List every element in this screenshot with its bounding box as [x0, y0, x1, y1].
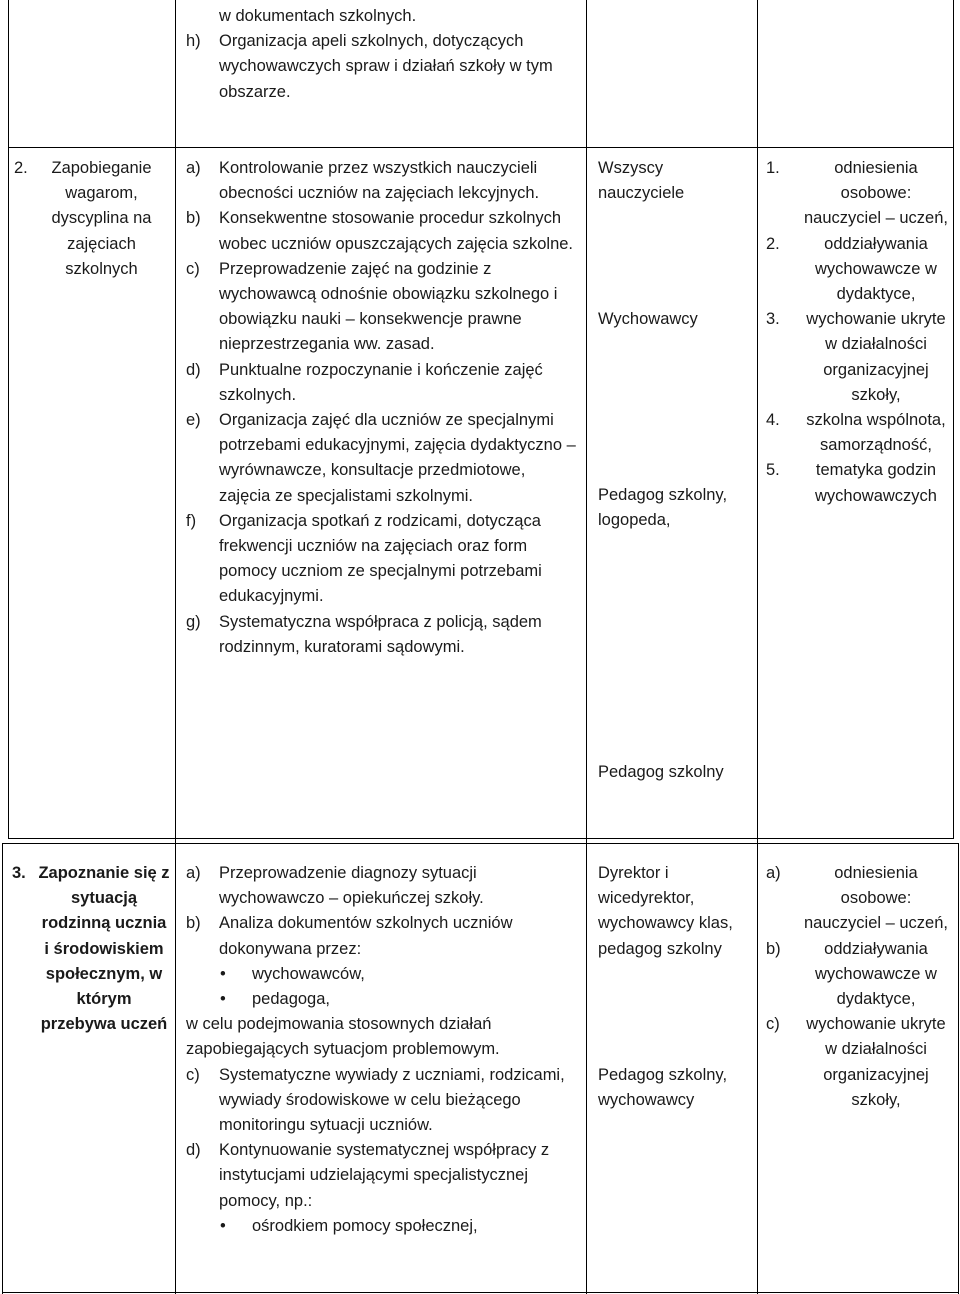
task-item	[186, 610, 578, 660]
area-label: 1.	[766, 159, 780, 177]
bullet-item	[186, 962, 578, 987]
top-row-tasks	[186, 4, 576, 105]
task-item	[186, 1063, 578, 1139]
area-item	[766, 307, 950, 408]
task-text: Analiza dokumentów szkolnych uczniów dokonywana przez:	[219, 914, 513, 958]
task-text: Systematyczna współpraca z policją, sądem rodzinnym, kuratorami sądowymi.	[219, 612, 542, 656]
row2-title: Zapobieganie wagarom, dyscyplina na zajęciach szkolnych	[51, 159, 152, 278]
area-text: tematyka godzin wychowawczych	[815, 461, 937, 505]
area-item	[766, 458, 950, 508]
area-text: szkolna wspólnota, samorządność,	[806, 411, 946, 455]
bullet-item	[186, 1214, 578, 1239]
bullet-icon: •	[220, 990, 226, 1009]
task-item	[186, 257, 578, 358]
task-label: b)	[186, 209, 201, 228]
task-label: c)	[186, 259, 200, 278]
task-text: Przeprowadzenie diagnozy sytuacji wychowawczo – opiekuńczej szkoły.	[219, 864, 484, 908]
area-label: 3.	[766, 310, 780, 329]
task-text: Organizacja spotkań z rodzicami, dotycząca frekwencji uczniów na zajęciach oraz form pomocy uczniom ze specjalnymi potrzebami edukacyjnymi.	[219, 511, 542, 606]
bullet-text: pedagoga,	[252, 990, 330, 1009]
area-item	[766, 1012, 950, 1113]
area-text: odniesienia osobowe: nauczyciel – uczeń,	[804, 159, 948, 228]
area-text: wychowanie ukryte w działalności organizacyjnej szkoły,	[806, 310, 946, 404]
responsible-entry: Pedagog szkolny, logopeda,	[598, 486, 728, 530]
task-label: f)	[186, 511, 197, 530]
task-label: c)	[186, 1065, 200, 1084]
area-text: oddziaływania wychowawcze w dydaktyce,	[815, 939, 937, 1009]
task-label: b)	[186, 914, 201, 933]
task-item	[186, 509, 578, 610]
row3-title: Zapoznanie się z sytuacją rodzinną ucznia i środowiskiem społecznym, w którym przebywa uczeń	[38, 864, 170, 1034]
task-item	[186, 1138, 578, 1214]
area-label: 2.	[766, 234, 780, 253]
table-bottom	[2, 1292, 959, 1293]
table-border-left-col1	[8, 0, 9, 838]
row-divider-1	[8, 147, 954, 148]
area-item	[766, 937, 950, 1013]
table-border-left-row3	[2, 843, 3, 1294]
row2-number: 2.	[14, 159, 28, 177]
table-border-right	[953, 0, 954, 838]
task-label: e)	[186, 411, 201, 430]
task-label: h)	[186, 32, 201, 51]
row2-areas	[766, 156, 950, 509]
responsible-entry: Wychowawcy	[598, 310, 698, 328]
task-text: Przeprowadzenie zajęć na godzinie z wychowawcą odnośnie obowiązku szkolnego i obowiązku nauki – konsekwencje prawne nieprzestrzegania ww. zasad.	[219, 259, 558, 354]
bullet-icon: •	[220, 964, 226, 983]
task-text: Konsekwentne stosowanie procedur szkolnych wobec uczniów opuszczających zajęcia szkolne.	[219, 209, 574, 253]
row2-goal	[14, 156, 169, 282]
task-label: d)	[186, 360, 201, 379]
table-border-right-row3	[958, 843, 959, 1294]
area-item	[766, 408, 950, 458]
task-item	[186, 408, 578, 509]
row3-areas	[766, 861, 950, 1113]
row3-tasks	[186, 861, 578, 1239]
area-label: a)	[766, 864, 781, 882]
continuation-line: w dokumentach szkolnych.	[219, 7, 417, 25]
area-label: c)	[766, 1015, 780, 1034]
row-divider-2a	[8, 838, 954, 839]
area-label: b)	[766, 939, 781, 958]
area-text: wychowanie ukryte w działalności organizacyjnej szkoły,	[806, 1015, 946, 1109]
task-item-h	[186, 29, 576, 105]
area-item	[766, 156, 950, 232]
task-text: Punktualne rozpoczynanie i kończenie zajęć szkolnych.	[219, 360, 543, 404]
col-divider-1	[175, 0, 176, 1294]
area-item	[766, 232, 950, 308]
bullet-text: wychowawców,	[252, 964, 365, 983]
area-label: 5.	[766, 461, 780, 480]
task-label: d)	[186, 1141, 201, 1160]
row3-goal	[8, 861, 170, 1037]
row-divider-2b	[2, 843, 959, 844]
task-item	[186, 156, 578, 206]
task-text: Kontynuowanie systematycznej współpracy z instytucjami udzielającymi specjalistycznej pomocy, np.:	[219, 1141, 550, 1210]
task-label: g)	[186, 612, 201, 631]
task-text: Organizacja zajęć dla uczniów ze specjalnymi potrzebami edukacyjnymi, zajęcia dydaktyczno – wyrównawcze, konsultacje przedmiotowe, zajęcia ze specjalistami szkolnymi.	[219, 411, 576, 505]
col-divider-3	[757, 0, 758, 1294]
task-text: Kontrolowanie przez wszystkich nauczycieli obecności uczniów na zajęciach lekcyjnych.	[219, 159, 540, 203]
task-item	[186, 206, 578, 256]
bullet-icon: •	[220, 1216, 226, 1235]
task-label: a)	[186, 864, 201, 882]
area-item	[766, 861, 950, 937]
bullet-item	[186, 987, 578, 1012]
bullet-text: ośrodkiem pomocy społecznej,	[252, 1216, 478, 1235]
task-label: a)	[186, 159, 201, 177]
area-label: 4.	[766, 411, 780, 430]
task-item	[186, 358, 578, 408]
area-text: oddziaływania wychowawcze w dydaktyce,	[815, 234, 937, 304]
responsible-entry: Wszyscy nauczyciele	[598, 159, 685, 203]
task-text: Organizacja apeli szkolnych, dotyczących wychowawczych spraw i działań szkoły w tym obszarze.	[219, 32, 553, 101]
row3-number: 3.	[12, 864, 26, 882]
col-divider-2	[586, 0, 587, 1294]
responsible-entry: Pedagog szkolny	[598, 763, 724, 781]
responsible-entry: Pedagog szkolny, wychowawcy	[598, 1066, 728, 1110]
row2-tasks	[186, 156, 578, 660]
area-text: odniesienia osobowe: nauczyciel – uczeń,	[804, 864, 948, 933]
task-note: w celu podejmowania stosownych działań zapobiegających sytuacjom problemowym.	[186, 1015, 500, 1059]
task-item	[186, 861, 578, 911]
responsible-entry: Dyrektor i wicedyrektor, wychowawcy klas, pedagog szkolny	[598, 864, 733, 958]
task-text: Systematyczne wywiady z uczniami, rodzicami, wywiady środowiskowe w celu bieżącego monitoringu sytuacji uczniów.	[219, 1065, 565, 1135]
task-item	[186, 911, 578, 961]
